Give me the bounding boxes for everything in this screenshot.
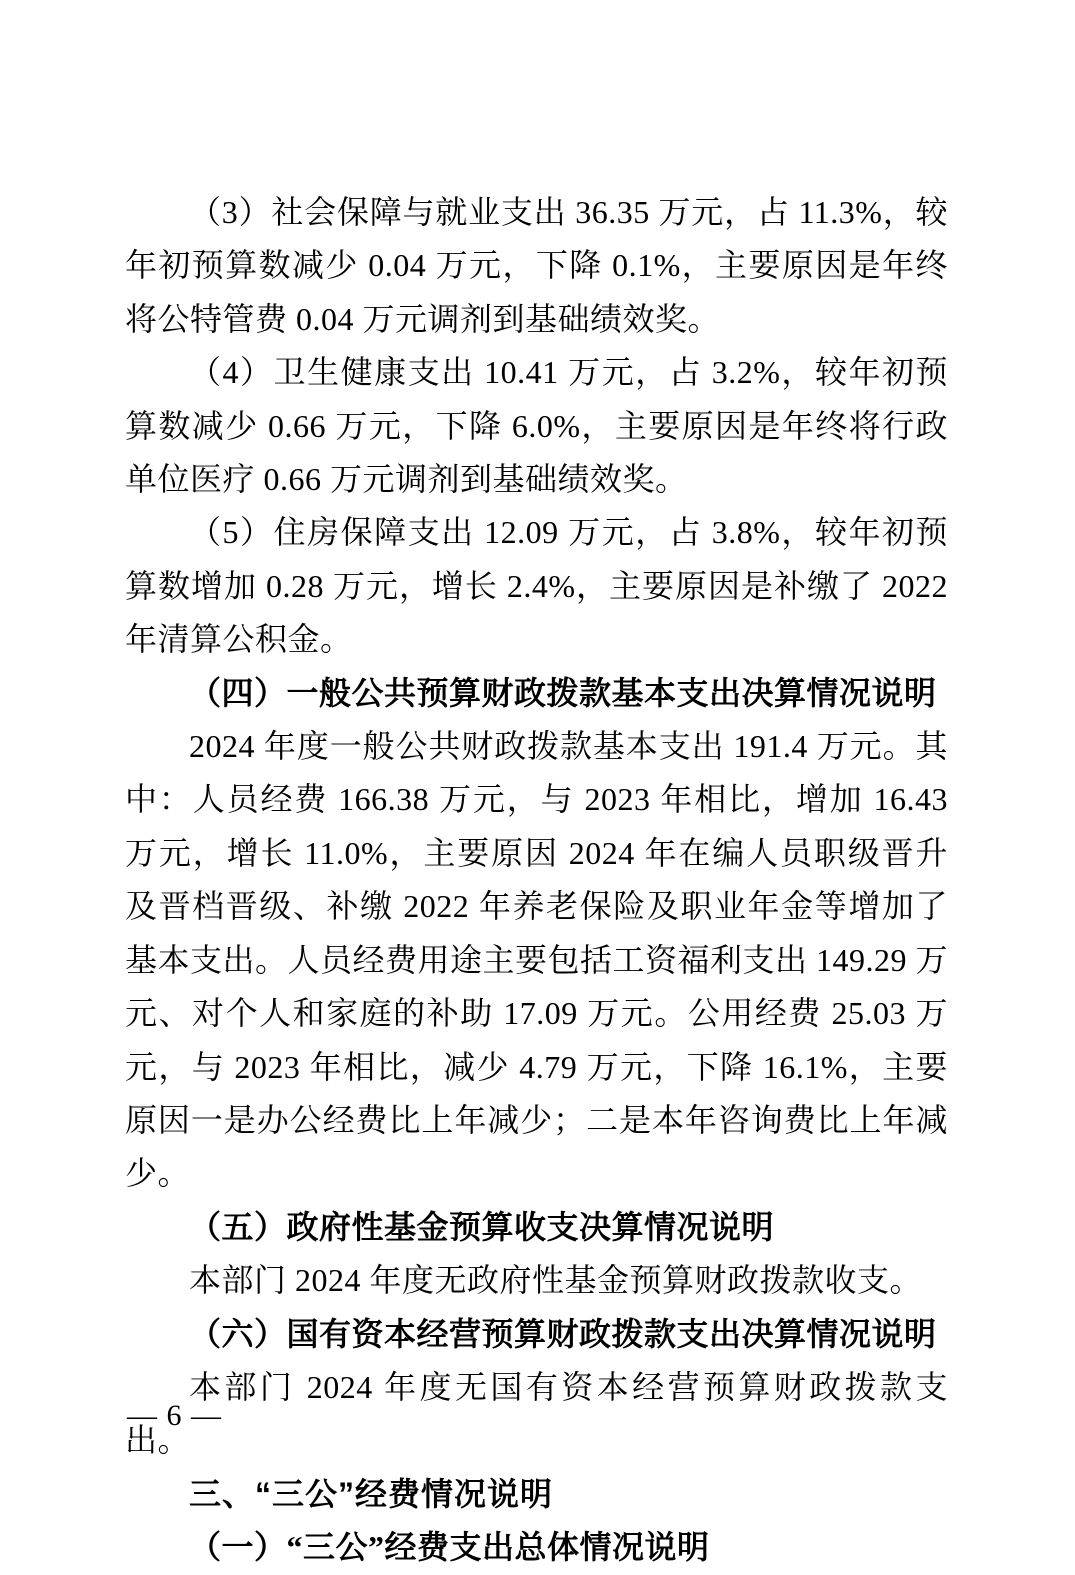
page-number: — 6 — — [127, 1399, 222, 1432]
document-content — [125, 186, 948, 1575]
para-state-capital-detail: 本部门 2024 年度无国有资本经营预算财政拨款支出。 — [125, 1368, 948, 1459]
para-social-security-expenditure: （3）社会保障与就业支出 36.35 万元，占 11.3%，较年初预算数减少 0.04 万元，下降 0.1%，主要原因是年终将公特管费 0.04 万元调剂到基础绩效奖。 — [125, 194, 948, 337]
heading-section-5-government-funds: （五）政府性基金预算收支决算情况说明 — [189, 1208, 775, 1245]
para-health-expenditure: （4）卫生健康支出 10.41 万元，占 3.2%，较年初预算数减少 0.66 万元，下降 6.0%，主要原因是年终将行政单位医疗 0.66 万元调剂到基础绩效奖。 — [125, 354, 948, 498]
heading-section-4-basic-expenditure: （四）一般公共预算财政拨款基本支出决算情况说明 — [189, 674, 937, 711]
para-housing-expenditure: （5）住房保障支出 12.09 万元，占 3.8%，较年初预算数增加 0.28 万元，增长 2.4%，主要原因是补缴了 2022 年清算公积金。 — [125, 514, 948, 658]
para-government-funds-detail: 本部门 2024 年度无政府性基金预算财政拨款收支。 — [189, 1262, 923, 1299]
heading-section-1-three-public-overview: （一）“三公”经费支出总体情况说明 — [189, 1529, 710, 1566]
heading-section-6-state-capital: （六）国有资本经营预算财政拨款支出决算情况说明 — [189, 1315, 937, 1352]
heading-chapter-3-three-public-funds: 三、“三公”经费情况说明 — [189, 1475, 554, 1512]
para-basic-expenditure-detail: 2024 年度一般公共财政拨款基本支出 191.4 万元。其中：人员经费 166.38 万元，与 2023 年相比，增加 16.43 万元，增长 11.0%，主要原因 2024 年在编人员职级晋升及晋档晋级、补缴 2022 年养老保险及职业年金等增加了基本支出。人员经费用途主要包括工资福利支出 149.29 万元、对个人和家庭的补助 17.09 万元。公用经费 25.03 万元，与 2023 年相比，减少 4.79 万元，下降 16.1%，主要原因一是办公经费比上年减少；二是本年咨询费比上年减少。 — [125, 728, 949, 1192]
